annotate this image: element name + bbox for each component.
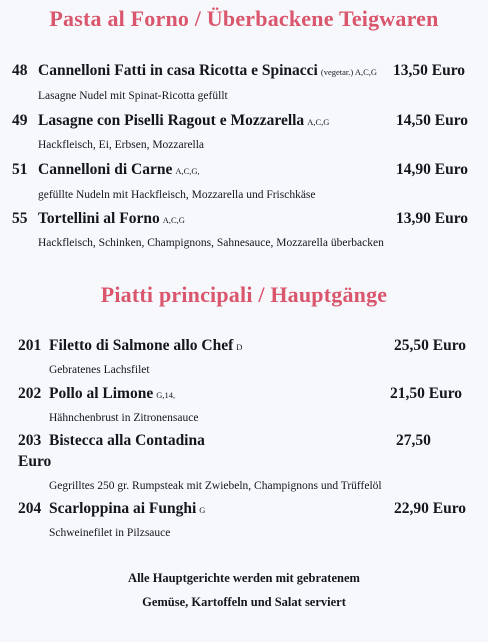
- item-price: 14,90 Euro: [396, 161, 469, 178]
- item-number: 202: [18, 385, 42, 402]
- item-number: 201: [18, 337, 42, 354]
- allergen-codes: G,14,: [156, 390, 176, 400]
- item-description: Schweinefilet in Pilzsauce: [49, 527, 171, 539]
- item-price: 21,50 Euro: [390, 385, 463, 402]
- allergen-codes: A,C,G: [307, 117, 330, 127]
- menu-item: [0, 500, 488, 522]
- item-description: Hackfleisch, Ei, Erbsen, Mozzarella: [38, 139, 205, 151]
- allergen-codes: G: [199, 505, 206, 515]
- item-number: 204: [18, 500, 42, 517]
- menu-item: [0, 62, 488, 84]
- item-name: Scarloppina ai Funghi G: [49, 500, 206, 517]
- item-description: Gegrilltes 250 gr. Rumpsteak mit Zwiebeln, Champignons und Trüffelöl: [49, 480, 382, 492]
- item-name: Lasagne con Piselli Ragout e Mozzarella A,C,G: [38, 112, 330, 129]
- main-section-title: Piatti principali / Hauptgänge: [100, 282, 388, 307]
- item-price: 13,50 Euro: [393, 62, 466, 79]
- menu-item: [0, 337, 488, 359]
- item-price: 13,90 Euro: [396, 210, 469, 227]
- menu-item: [0, 210, 488, 232]
- item-description: gefüllte Nudeln mit Hackfleisch, Mozzarella und Frischkäse: [38, 189, 316, 201]
- menu-item: [0, 161, 488, 183]
- item-number: 55: [12, 210, 28, 227]
- item-description: Hähnchenbrust in Zitronensauce: [49, 412, 199, 424]
- item-number: 48: [12, 62, 28, 79]
- footer-note-line-2: Gemüse, Kartoffeln und Salat serviert: [142, 595, 346, 609]
- allergen-codes: A,C,G: [162, 215, 185, 225]
- item-price: 27,50: [396, 432, 431, 449]
- item-number: 49: [12, 112, 28, 129]
- item-name: Filetto di Salmone allo Chef D: [49, 337, 243, 354]
- item-name: Bistecca alla Contadina: [49, 432, 205, 449]
- item-description: Gebratenes Lachsfilet: [49, 364, 150, 376]
- allergen-codes: A,C,G,: [175, 166, 200, 176]
- item-price: 22,90 Euro: [394, 500, 467, 517]
- allergen-codes: D: [236, 342, 243, 352]
- item-name: Tortellini al Forno A,C,G: [38, 210, 185, 227]
- item-name: Pollo al Limone G,14,: [49, 385, 176, 402]
- menu-item: [0, 385, 488, 407]
- menu-item: [0, 112, 488, 134]
- menu-item: [0, 432, 488, 454]
- footer-note-line-1: Alle Hauptgerichte werden mit gebratenem: [128, 571, 360, 585]
- item-price: 14,50 Euro: [396, 112, 469, 129]
- item-description: Hackfleisch, Schinken, Champignons, Sahnesauce, Mozzarella überbacken: [38, 237, 384, 249]
- item-description: Lasagne Nudel mit Spinat-Ricotta gefüllt: [38, 90, 228, 102]
- item-name: Cannelloni Fatti in casa Ricotta e Spinacci (vegetar.) A,C,G: [38, 62, 378, 79]
- item-number: 51: [12, 161, 28, 178]
- item-name: Cannelloni di Carne A,C,G,: [38, 161, 200, 178]
- allergen-codes: (vegetar.) A,C,G: [320, 67, 378, 77]
- pasta-section-title: Pasta al Forno / Überbackene Teigwaren: [49, 6, 439, 31]
- item-price-currency: Euro: [18, 453, 52, 470]
- item-price: 25,50 Euro: [394, 337, 467, 354]
- item-number: 203: [18, 432, 42, 449]
